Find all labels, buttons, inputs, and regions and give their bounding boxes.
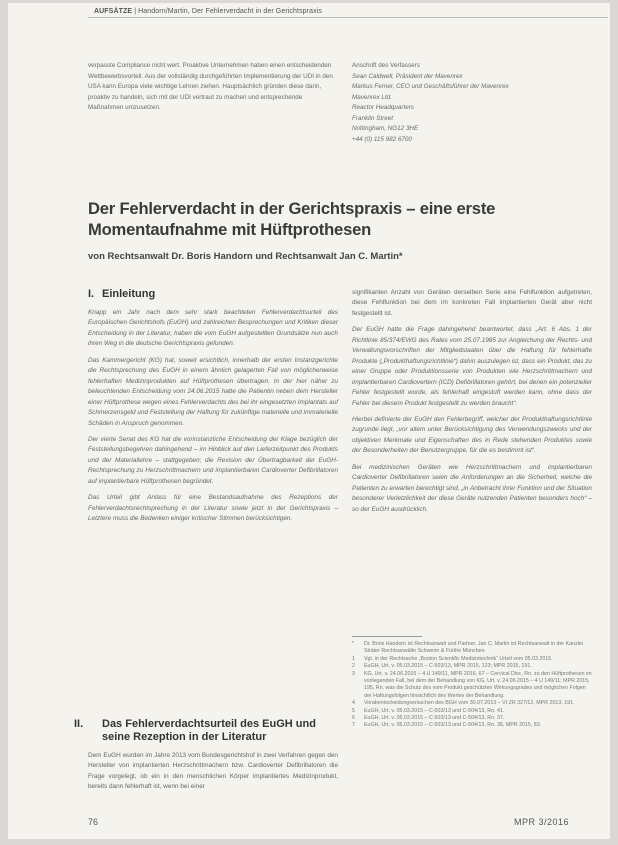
footnote-text: Dr. Boris Handorn ist Rechtsanwalt und Partner, Jan C. Martin ist Rechtsanwalt in der Kanzlei Sträter Rechtsanwälte Schwerin & Fürthe München. <box>364 641 584 655</box>
address-line: +44 (0) 115 982 6700 <box>352 135 412 143</box>
previous-article-text: verpasste Compliance nicht wert. Proaktive Unternehmen haben einen entscheidenden Wettbewerbsvorteil. Aus der vollständig durchgeführten Implementierung der UDI in den USA kann Europa viele wichtige Lehren ziehen. Hauptsächlich gründen diese darin, proaktiv zu handeln, sich mit der UDI vertraut zu machen und entsprechende Maßnahmen umzusetzen. <box>88 62 333 111</box>
section-2-number: II. <box>74 718 84 730</box>
footnote-number: 3 <box>352 670 355 677</box>
left-column-section-2 <box>74 718 338 799</box>
address-line: Mavenrex Ltd. <box>352 93 392 101</box>
body-paragraph: Hierbei definierte der EuGH den Fehlerbegriff, welcher der Produkthaftungsrichtlinie zugrunde liegt, „vor allem unter Berücksichtigung des Verwendungszwecks und der objektiven Merkmale und Eigenschaften des in Rede stehenden Produktes sowie der Besonderheiten der Benutzergruppe, für die es bestimmt ist“. <box>352 415 592 455</box>
footnote <box>352 708 592 715</box>
section-1-number: I. <box>88 288 95 300</box>
footnote-text: Vgl. in der Rechtsache „Boston Scientific Medizintechnik“ Urteil vom 05.03.2015. <box>364 655 553 662</box>
section-1-title: Einleitung <box>102 288 156 300</box>
running-title: Handorn/Martin, Der Fehlerverdacht in der Gerichtspraxis <box>138 8 322 15</box>
footnote-text: EuGH, Urt. v. 05.03.2015 – C-503/13 und C-504/13, Rn. 41. <box>364 707 505 714</box>
footnote-text: Vorabentscheidungsersuchen des BGH vom 30.07.2013 – VI ZR 327/12, MPR 2013, 191. <box>364 700 575 707</box>
journal-page <box>8 3 610 839</box>
header-rule <box>88 17 608 18</box>
footnote-number: 5 <box>352 707 355 714</box>
footnote-number: 2 <box>352 663 355 670</box>
footnote <box>352 671 592 701</box>
footnote-number: * <box>352 641 355 647</box>
footnote-text: EuGH, Urt. v. 05.03.2015 – C-503/13, MPR 2015, 123; MPR 2015, 191. <box>364 663 532 670</box>
address-label: Anschrift des Verfassers <box>352 62 420 69</box>
header-separator: | <box>134 8 137 15</box>
body-paragraph: Das Urteil gibt Anlass für eine Bestandsaufnahme des Rezeptions der Fehlerverdachtsrechtsprechung in der Literatur sowie jetzt in der Gerichtspraxis – Letztere muss die Bedenken einiger kritischer Stimmen berücksichtigen. <box>88 494 338 523</box>
running-head <box>94 8 322 15</box>
article-title: Der Fehlerverdacht in der Gerichtspraxis – eine erste Momentaufnahme mit Hüftprothesen <box>88 199 496 239</box>
author-address <box>352 61 592 145</box>
body-paragraph: Das Kammergericht (KG) hat, soweit ersichtlich, innerhalb der ersten Instanzgerichte die Rechtsprechung des EuGH in einem ähnlich gelagerten Fall von möglicherweise fehlerhaften Medizinprodukten auf Hüftprothesen übertragen. In der hier näher zu beleuchtenden Entscheidung vom 24.06.2015 hatte die Patientin neben dem Hersteller einer Hüftprothese wegen eines Fehlerverdachts des bei ihr eingesetzten Implantats auf Schmerzensgeld und Feststellung der Haftung für zukünftige materielle und immaterielle Schäden in Anspruch genommen. <box>88 356 338 427</box>
article-authors: von Rechtsanwalt Dr. Boris Handorn und Rechtsanwalt Jan C. Martin* <box>88 251 403 262</box>
footnote-number: 1 <box>352 655 355 662</box>
footnote-number: 4 <box>352 700 355 707</box>
section-2-heading <box>74 718 338 744</box>
section-2-title: Das Fehlerverdachtsurteil des EuGH und seine Rezeption in der Literatur <box>102 718 316 743</box>
footnote <box>352 722 592 729</box>
body-paragraph: Dem EuGH wurden im Jahre 2013 vom Bundesgerichtshof in zwei Verfahren gegen den Hersteller von implantierten Herzschrittmachern bzw. Cardioverter Defibrillatoren die Frage vorgelegt, ob ein in den menschlichen Körper implantiertes Medizinprodukt, bereits dann fehlerhaft ist, wenn bei einer <box>88 752 338 791</box>
footnote <box>352 656 592 663</box>
footnote-text: KG, Urt. v. 24.06.2015 – 4 U 149/11, MPR 2016, 67 – Cervical Disc, Rn. zu den Hüftprothesen im vorliegenden Fall, bei dem der Behandlung von KG, Urt. v. 24.06.2015 – 4 U 149/11; MPR 2015, 195, Rn. was die Schutz des vom Produkt geschützten Wirkungsgrades und möglichen Folgen der Haftungsfolgen hinsichtlich des Wertes der Behandlung. <box>364 670 592 699</box>
left-column <box>88 288 338 531</box>
address-line: Markus Ferner, CEO und Geschäftsführer der Mavenrex <box>352 83 509 90</box>
footnote <box>352 641 592 656</box>
footnote <box>352 700 592 707</box>
section-label: AUFSÄTZE <box>94 8 133 15</box>
footnote-number: 7 <box>352 722 355 729</box>
footnote-rule <box>352 636 422 637</box>
footnote-text: EuGH, Urt. v. 05.03.2015 – C-503/13 und C-504/13, Rn. 38, MPR 2015, 83. <box>364 722 542 729</box>
body-paragraph: Der EuGH hatte die Frage dahingehend beantwortet, dass „Art. 6 Abs. 1 der Richtlinie 85/374/EWG des Rates vom 25.07.1985 zur Angleichung der Rechts- und Verwaltungsvorschriften der Mitgliedstaaten über die Haftung für fehlerhafte Produkte („Produkthaftungsrichtlinie“) dahin auszulegen ist, dass ein Produkt, das zu einer Gruppe oder Produktionsserie von Produkten wie Herzschrittmachern und implantierbaren Cardiovertern (ICD) Defibrillatoren gehört, bei denen ein potenzieller Fehler festgestellt wurde, als fehlerhaft eingestuft werden kann, ohne dass der Fehler bei diesem Produkt festgestellt zu werden braucht“. <box>352 326 592 407</box>
journal-issue: MPR 3/2016 <box>514 817 570 827</box>
section-1-heading <box>88 288 338 301</box>
address-line: Franklin Street <box>352 114 393 122</box>
intro-paragraph: Knapp ein Jahr nach dem sehr stark beachteten Fehlerverdachtsurteil des Europäischen Gerichtshofs (EuGH) und zahlreichen Besprechungen und Kritiken dieser Entscheidung in der Literatur, haben die vom EuGH aufgestellten Grundsätze nun auch ihren Weg in die deutsche Gerichtspraxis gefunden. <box>88 309 338 348</box>
address-line: Sean Caldwell, Präsident der Mavenrex <box>352 72 463 80</box>
footnote <box>352 663 592 670</box>
page-number: 76 <box>88 817 99 827</box>
footnotes <box>352 636 592 730</box>
body-paragraph: Der vierte Senat des KG hat die vorinstanzliche Entscheidung der Klage bezüglich der Feststellungsbegehren dahingehend – im Hinblick auf den Lieferzeitpunkt des Produkts und der Materiallehre – stattgegeben; die Revision der Übertragbarkeit der EuGH-Rechtsprechung zu Herzschrittmachern und implantierbaren Cardioverter Defibrillatoren auf implantierbare Hüftprothesen begründet. <box>88 435 338 485</box>
footnote-number: 6 <box>352 715 355 722</box>
address-line: Reactor Headquarters <box>352 104 414 111</box>
address-line: Nottingham, NG12 3HE <box>352 125 419 132</box>
body-paragraph: Bei medizinischen Geräten wie Herzschrittmachern und implantierbaren Cardioverter Defibrillatoren seien die Anforderungen an die Sicherheit, welche die Patienten zu erwarten berechtigt sind, „in Anbetracht ihrer Funktion und der Situation besonderer Verletzlichkeit der diese Geräte nutzenden Patienten besonders hoch“ – so der EuGH ausdrücklich. <box>352 463 592 513</box>
body-paragraph: signifikanten Anzahl von Geräten derselben Serie eine Fehlfunktion aufgetreten, diese Fehlfunktion bei dem im konkreten Fall implantierten Gerät aber nicht festgestellt ist. <box>352 289 592 317</box>
footnote <box>352 715 592 722</box>
right-column <box>352 288 592 521</box>
footnote-text: EuGH, Urt. v. 05.03.2015 – C-503/13 und C-504/13, Rn. 37. <box>364 715 505 722</box>
